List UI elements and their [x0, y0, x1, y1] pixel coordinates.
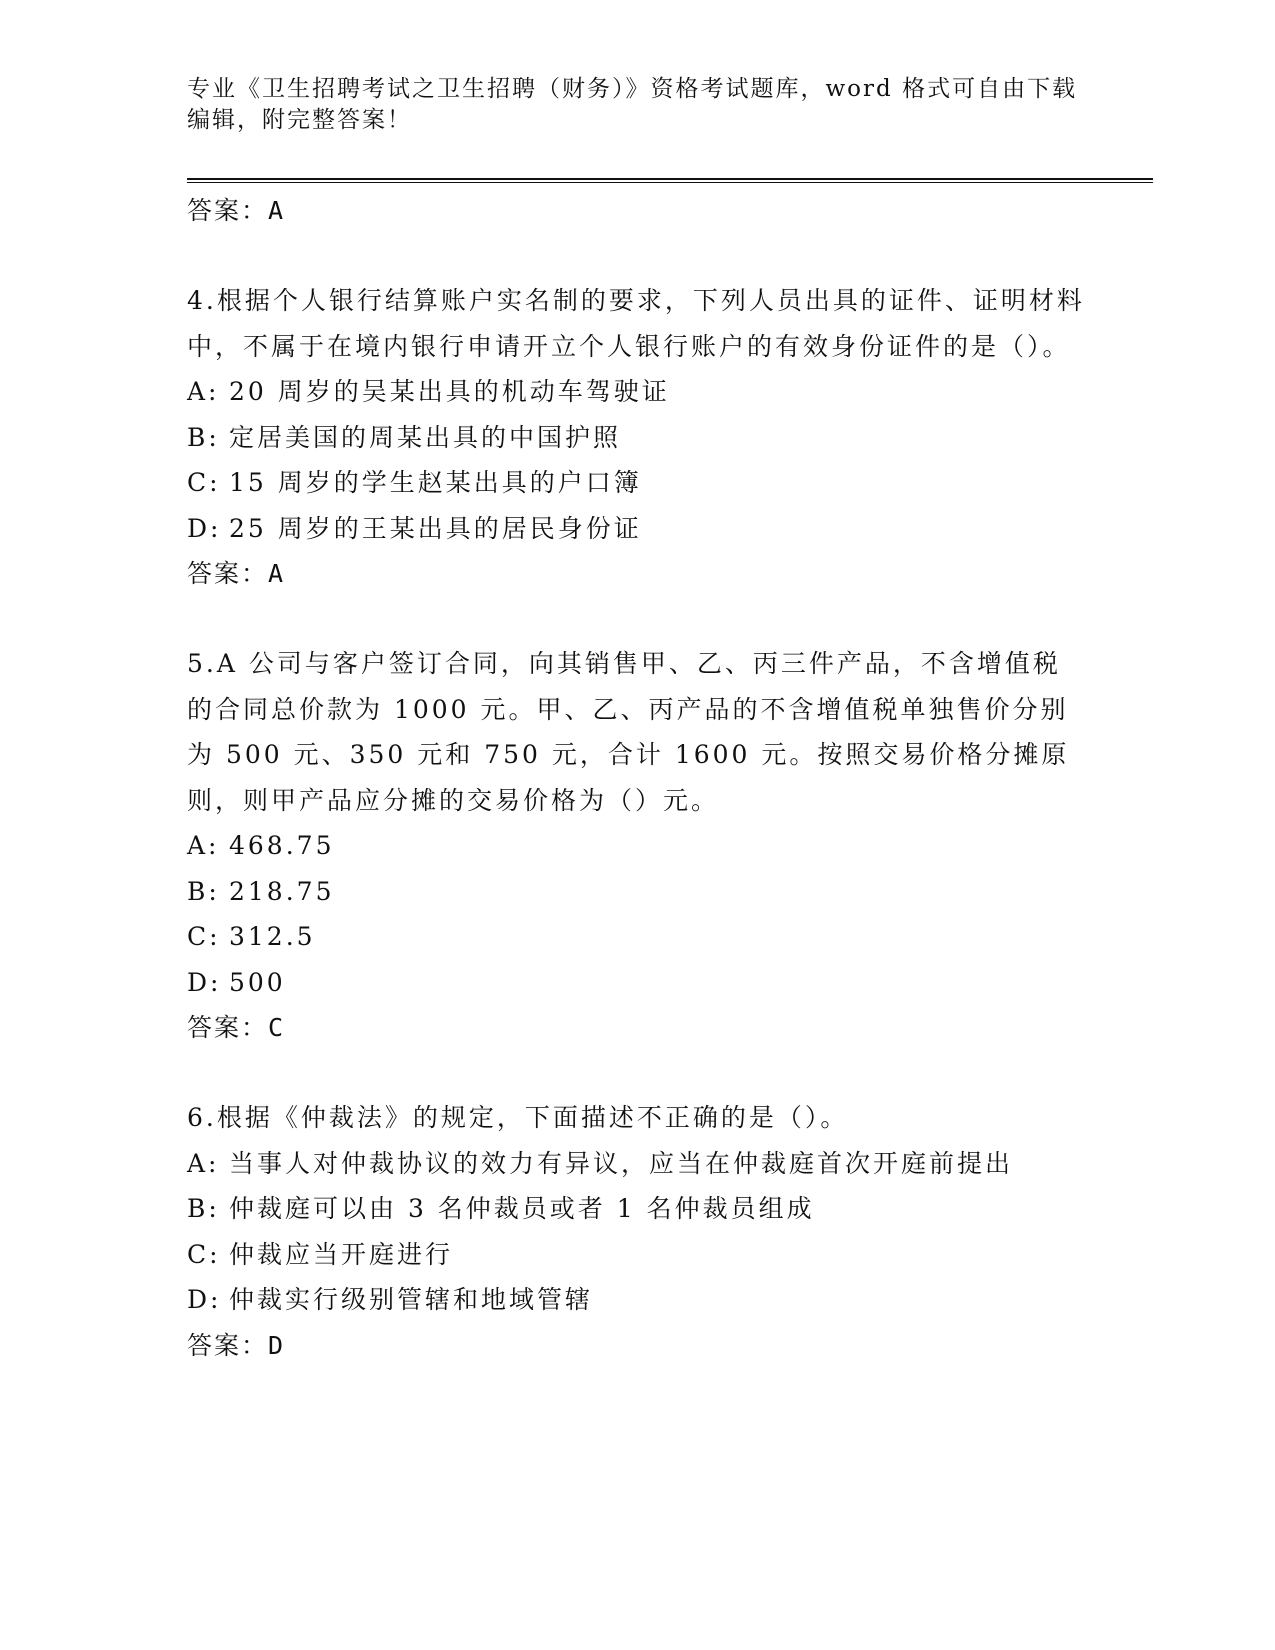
answer-line — [187, 1323, 1087, 1369]
option-text: 468.75 — [229, 831, 335, 860]
option-b — [187, 1186, 1087, 1232]
answer-value: A — [268, 559, 286, 588]
header-line-2: 编辑，附完整答案！ — [187, 107, 412, 133]
option-letter: A: — [187, 831, 220, 860]
answer-value: A — [268, 196, 286, 225]
question-5 — [187, 641, 1087, 1051]
option-letter: B: — [187, 422, 220, 452]
option-d — [187, 506, 1087, 552]
question-4 — [187, 278, 1087, 597]
option-a — [187, 369, 1087, 415]
answer-line — [187, 551, 1087, 597]
option-text: 仲裁实行级别管辖和地域管辖 — [229, 1285, 594, 1314]
option-letter: D: — [187, 967, 222, 997]
option-c — [187, 1232, 1087, 1278]
option-letter: D: — [187, 1285, 222, 1314]
option-text: 218.75 — [229, 876, 335, 906]
option-text: 25 周岁的王某出具的居民身份证 — [229, 513, 642, 543]
question-6 — [187, 1095, 1087, 1369]
header-divider — [187, 178, 1153, 183]
option-a — [187, 1141, 1087, 1187]
answer-label: 答案： — [187, 1330, 269, 1360]
answer-line — [187, 188, 1087, 234]
option-d — [187, 960, 1087, 1006]
option-text: 当事人对仲裁协议的效力有异议，应当在仲裁庭首次开庭前提出 — [229, 1148, 1014, 1178]
answer-label: 答案： — [187, 196, 269, 225]
option-text: 500 — [229, 967, 286, 997]
document-body — [187, 188, 1087, 1369]
question-text: 6.根据《仲裁法》的规定，下面描述不正确的是（）。 — [187, 1103, 849, 1132]
option-letter: C: — [187, 468, 221, 497]
answer-label: 答案： — [187, 1013, 269, 1042]
option-text: 15 周岁的学生赵某出具的户口簿 — [229, 468, 642, 497]
option-b — [187, 869, 1087, 915]
answer-line — [187, 1005, 1087, 1051]
option-c — [187, 914, 1087, 960]
option-letter: C: — [187, 1239, 221, 1269]
option-letter: B: — [187, 1194, 220, 1223]
header-line-1: 专业《卫生招聘考试之卫生招聘（财务）》资格考试题库，word 格式可自由下载 — [187, 76, 1078, 102]
option-b — [187, 415, 1087, 461]
answer-label: 答案： — [187, 559, 269, 588]
option-letter: A: — [187, 1148, 220, 1178]
option-text: 仲裁庭可以由 3 名仲裁员或者 1 名仲裁员组成 — [229, 1194, 815, 1223]
answer-value: D — [268, 1330, 286, 1360]
question-text: 4.根据个人银行结算账户实名制的要求，下列人员出具的证件、证明材料中，不属于在境内银行申请开立个人银行账户的有效身份证件的是（）。 — [187, 286, 1085, 361]
option-d — [187, 1277, 1087, 1323]
option-text: 312.5 — [229, 922, 316, 951]
option-text: 20 周岁的吴某出具的机动车驾驶证 — [229, 377, 670, 406]
page-header — [187, 74, 1087, 136]
option-letter: D: — [187, 513, 222, 543]
option-text: 定居美国的周某出具的中国护照 — [229, 422, 622, 452]
option-letter: C: — [187, 922, 221, 951]
option-text: 仲裁应当开庭进行 — [229, 1239, 454, 1269]
answer-value: C — [268, 1013, 286, 1042]
option-a — [187, 823, 1087, 869]
option-letter: B: — [187, 876, 220, 906]
question-text: 5.A 公司与客户签订合同，向其销售甲、乙、丙三件产品，不含增值税的合同总价款为 1000 元。甲、乙、丙产品的不含增值税单独售价分别为 500 元、350 元和 750 元，合计 1600 元。按照交易价格分摊原则，则甲产品应分摊的交易价格为（）元。 — [187, 649, 1070, 815]
option-letter: A: — [187, 377, 220, 406]
option-c — [187, 460, 1087, 506]
